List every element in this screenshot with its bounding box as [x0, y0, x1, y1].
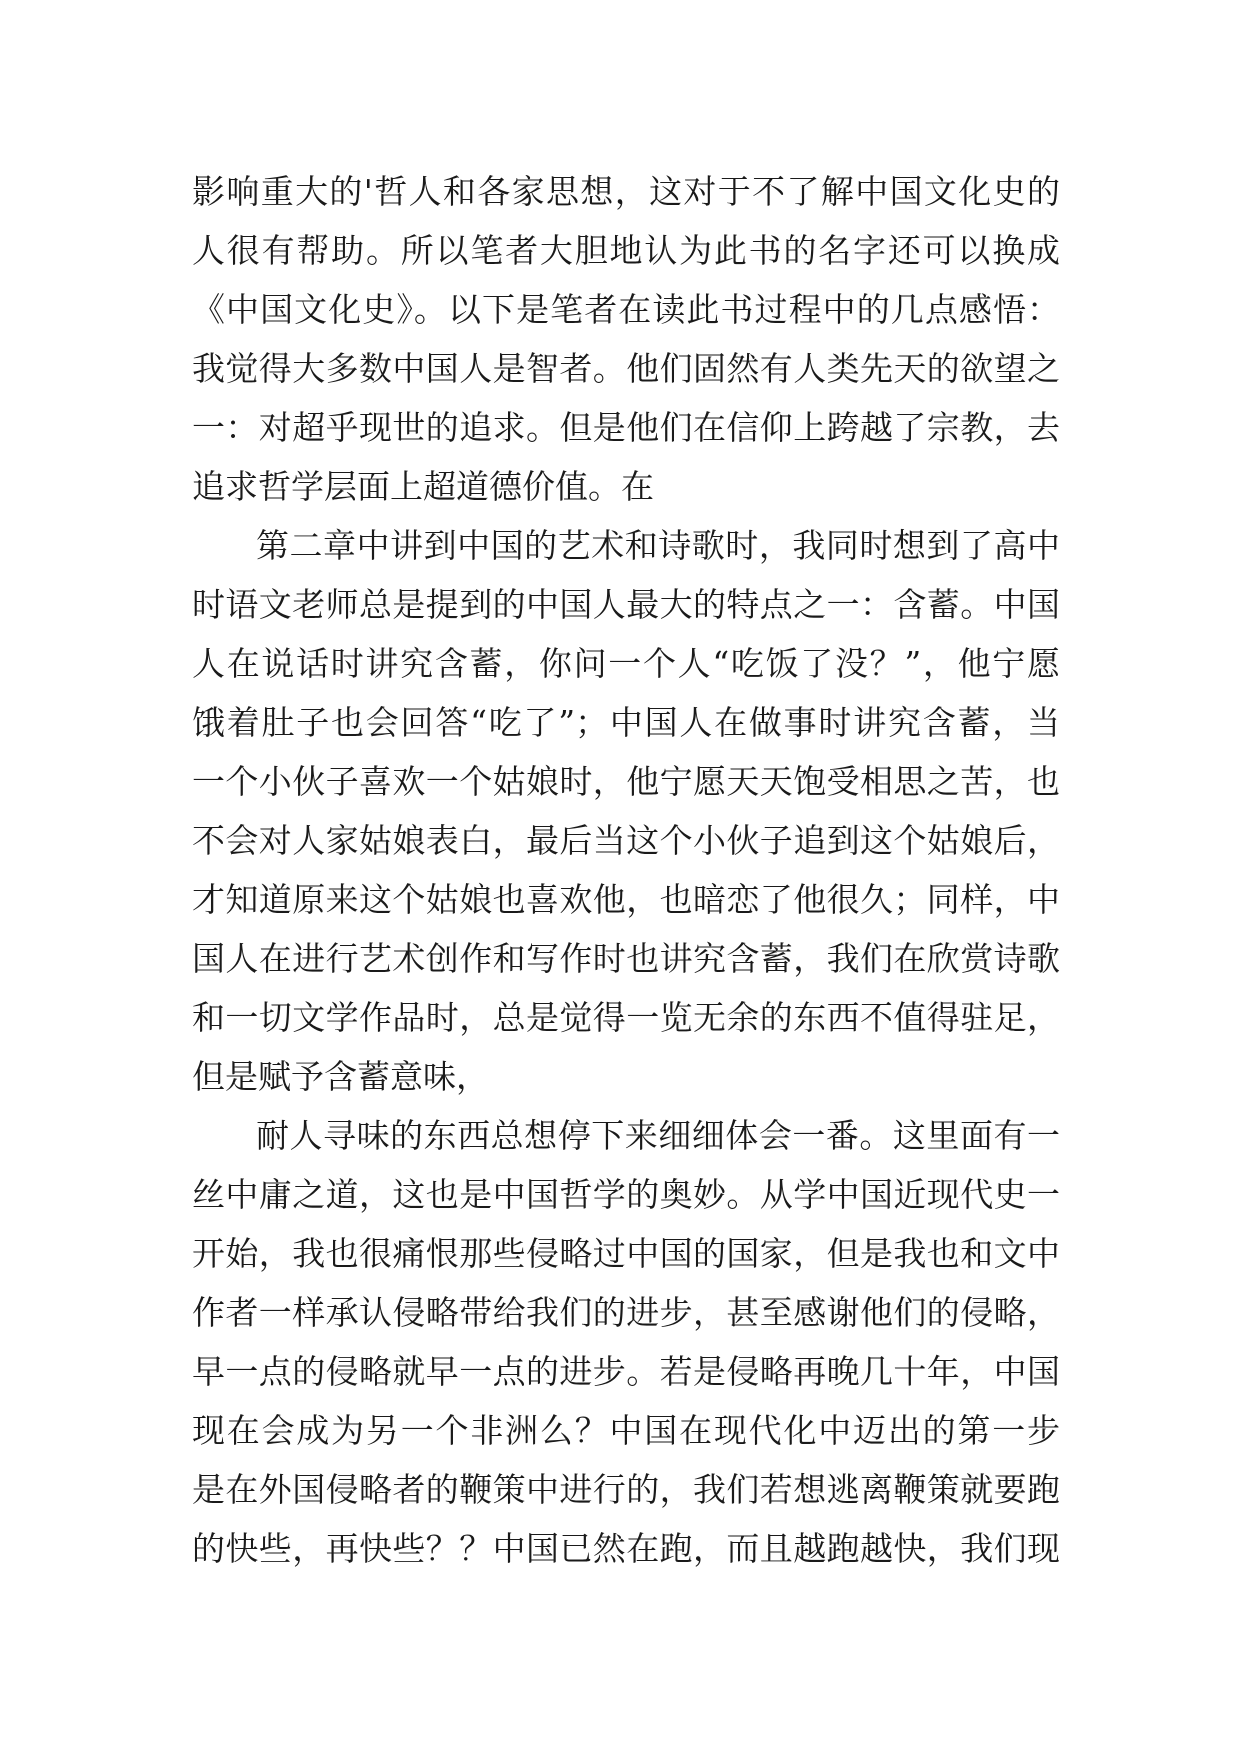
- text-line: 丝中庸之道，这也是中国哲学的奥妙。从学中国近现代史一: [192, 1175, 1060, 1214]
- text-line: 第二章中讲到中国的艺术和诗歌时，我同时想到了高中: [256, 526, 1060, 565]
- paragraph-3: [192, 1106, 1060, 1578]
- text-line: 耐人寻味的东西总想停下来细细体会一番。这里面有一: [256, 1116, 1060, 1155]
- text-line: 时语文老师总是提到的中国人最大的特点之一：含蓄。中国: [192, 585, 1060, 624]
- text-line: 和一切文学作品时，总是觉得一览无余的东西不值得驻足，: [192, 998, 1060, 1037]
- text-line: 人很有帮助。所以笔者大胆地认为此书的名字还可以换成: [192, 231, 1060, 270]
- text-line: 《中国文化史》。以下是笔者在读此书过程中的几点感悟：: [192, 290, 1060, 329]
- text-line: 饿着肚子也会回答“吃了”；中国人在做事时讲究含蓄，当: [192, 703, 1060, 742]
- paragraph-2: [192, 516, 1060, 1106]
- paragraph-1: [192, 162, 1060, 516]
- text-line: 才知道原来这个姑娘也喜欢他，也暗恋了他很久；同样，中: [192, 880, 1060, 919]
- text-line: 人在说话时讲究含蓄，你问一个人“吃饭了没？”，他宁愿: [192, 644, 1060, 683]
- text-line: 一个小伙子喜欢一个姑娘时，他宁愿天天饱受相思之苦，也: [192, 762, 1060, 801]
- text-line: 国人在进行艺术创作和写作时也讲究含蓄，我们在欣赏诗歌: [192, 939, 1060, 978]
- body-text: [192, 162, 1060, 1578]
- text-line: 影响重大的'哲人和各家思想，这对于不了解中国文化史的: [192, 172, 1060, 211]
- text-line: 是在外国侵略者的鞭策中进行的，我们若想逃离鞭策就要跑: [192, 1470, 1060, 1509]
- text-line: 的快些，再快些？？中国已然在跑，而且越跑越快，我们现: [192, 1529, 1060, 1568]
- text-line: 现在会成为另一个非洲么？中国在现代化中迈出的第一步: [192, 1411, 1060, 1450]
- text-line: 作者一样承认侵略带给我们的进步，甚至感谢他们的侵略，: [192, 1293, 1060, 1332]
- text-line: 追求哲学层面上超道德价值。在: [192, 467, 654, 506]
- text-line: 早一点的侵略就早一点的进步。若是侵略再晚几十年，中国: [192, 1352, 1060, 1391]
- text-line: 但是赋予含蓄意味，: [192, 1057, 489, 1096]
- text-line: 开始，我也很痛恨那些侵略过中国的国家，但是我也和文中: [192, 1234, 1060, 1273]
- text-line: 不会对人家姑娘表白，最后当这个小伙子追到这个姑娘后，: [192, 821, 1060, 860]
- text-line: 一：对超乎现世的追求。但是他们在信仰上跨越了宗教，去: [192, 408, 1060, 447]
- text-line: 我觉得大多数中国人是智者。他们固然有人类先天的欲望之: [192, 349, 1060, 388]
